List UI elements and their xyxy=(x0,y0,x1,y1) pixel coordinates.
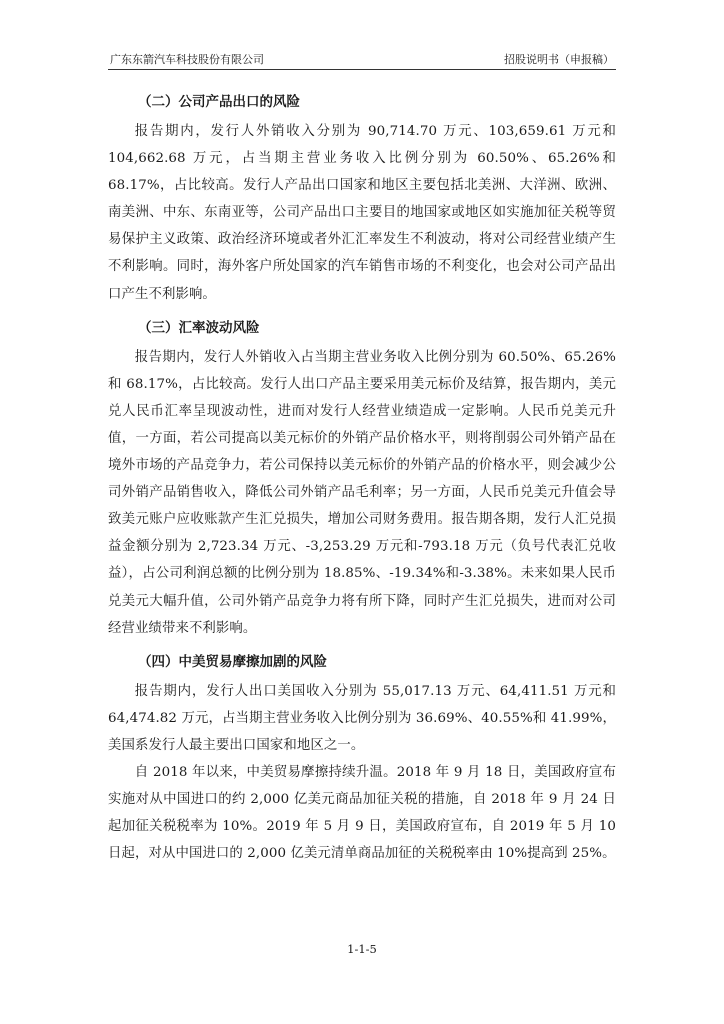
paragraph: 自 2018 年以来，中美贸易摩擦持续升温。2018 年 9 月 18 日，美国政府宣布实施对从中国进口的约 2,000 亿美元商品加征关税的措施，自 2018 年 9 月 24 日起加征关税税率为 10%。2019 年 5 月 9 日，美国政府宣布，自 2019 年 5 月 10 日起，对从中国进口的 2,000 亿美元清单商品加征的关税税率由 10%提高到 25%。 xyxy=(108,764,616,862)
paragraph: 报告期内，发行人外销收入分别为 90,714.70 万元、103,659.61 万元和 104,662.68 万元，占当期主营业务收入比例分别为 60.50%、65.26%和 68.17%，占比较高。发行人产品出口国家和地区主要包括北美洲、大洋洲、欧洲、南美洲、中东、东南亚等，公司产品出口主要目的地国家或地区如实施加征关税等贸易保护主义政策、政治经济环境或者外汇汇率发生不利波动，将对公司经营业绩产生不利影响。同时，海外客户所处国家的汽车销售市场的不利变化，也会对公司产品出口产生不利影响。 xyxy=(108,124,616,302)
section-heading: （三）汇率波动风险 xyxy=(138,319,260,336)
page-header xyxy=(108,50,616,70)
paragraph: 报告期内，发行人外销收入占当期主营业务收入比例分别为 60.50%、65.26%和 68.17%，占比较高。发行人出口产品主要采用美元标价及结算，报告期内，美元兑人民币汇率呈现波动性，进而对发行人经营业绩造成一定影响。人民币兑美元升值，一方面，若公司提高以美元标价的外销产品价格水平，则将削弱公司外销产品在境外市场的产品竞争力，若公司保持以美元标价的外销产品的价格水平，则会减少公司外销产品销售收入，降低公司外销产品毛利率；另一方面，人民币兑美元升值会导致美元账户应收账款产生汇兑损失，增加公司财务费用。报告期各期，发行人汇兑损益金额分别为 2,723.34 万元、-3,253.29 万元和-793.18 万元（负号代表汇兑收益），占公司利润总额的比例分别为 18.85%、-19.34%和-3.38%。未来如果人民币兑美元大幅升值，公司外销产品竞争力将有所下降，同时产生汇兑损失，进而对公司经营业绩带来不利影响。 xyxy=(108,349,616,636)
section-heading: （四）中美贸易摩擦加剧的风险 xyxy=(138,653,327,670)
document-title: 招股说明书（申报稿） xyxy=(504,53,614,66)
paragraph: 报告期内，发行人出口美国收入分别为 55,017.13 万元、64,411.51 万元和 64,474.82 万元，占当期主营业务收入比例分别为 36.69%、40.55%和 41.99%，美国系发行人最主要出口国家和地区之一。 xyxy=(108,683,616,753)
page-body xyxy=(108,82,616,867)
section-export-risk xyxy=(108,92,616,308)
section-trade-friction-risk xyxy=(108,652,616,868)
page-number: 1-1-5 xyxy=(347,942,377,956)
company-name: 广东东箭汽车科技股份有限公司 xyxy=(110,53,264,66)
section-heading: （二）公司产品出口的风险 xyxy=(138,94,300,110)
section-exchange-rate-risk xyxy=(108,318,616,642)
